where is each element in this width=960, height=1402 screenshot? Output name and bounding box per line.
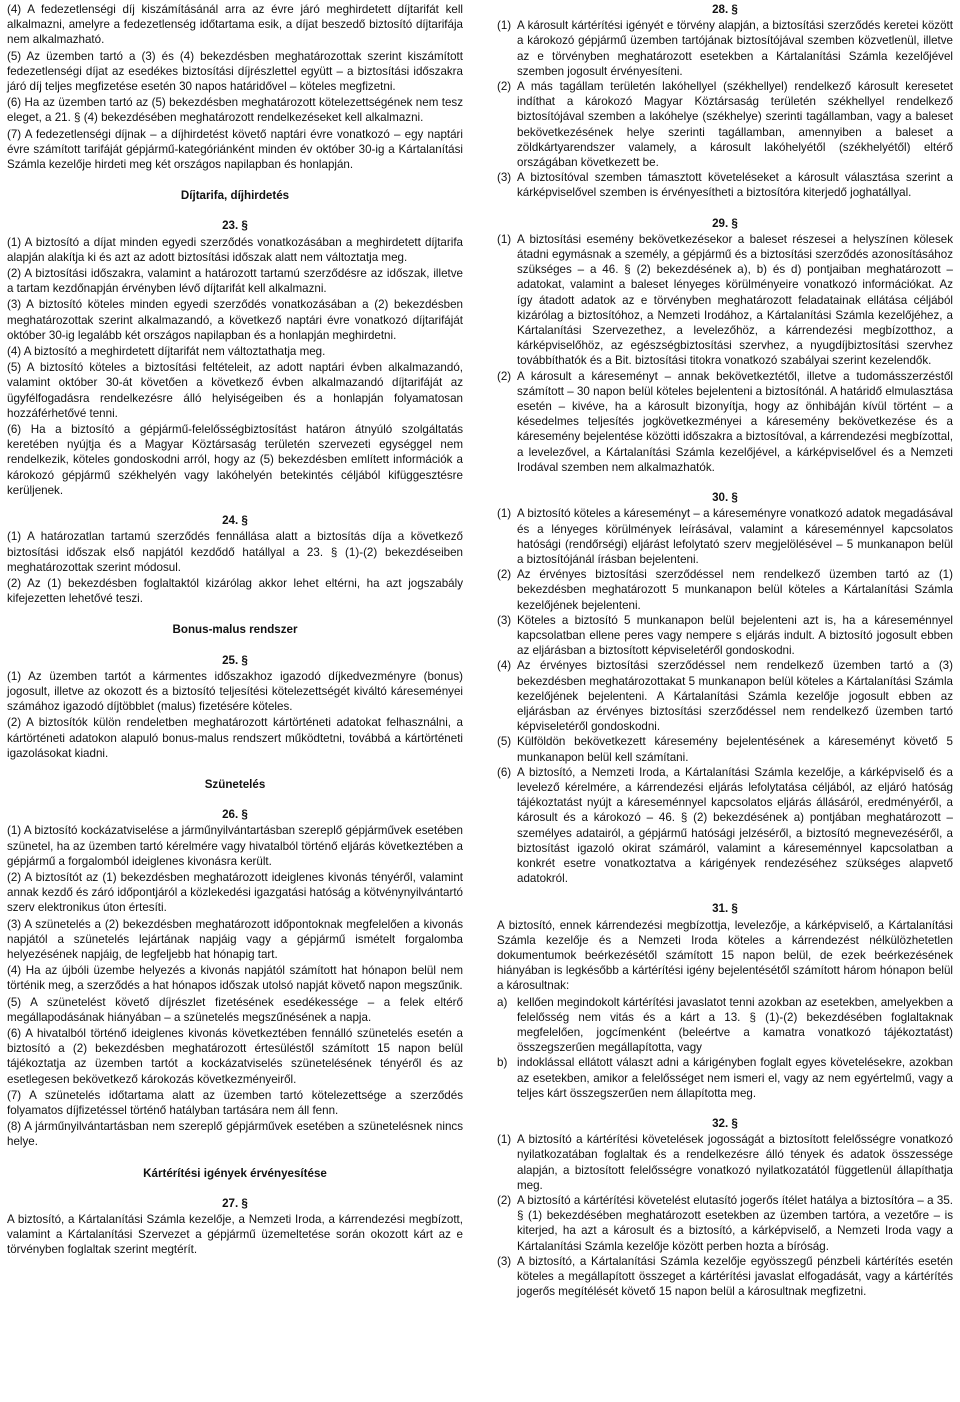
section-number: 31. § <box>712 902 738 916</box>
right-column <box>497 2 953 1402</box>
list-item-text: Az érvényes biztosítási szerződéssel nem rendelkező üzemben tartó a (3) bekezdésben meghatározottakat 5 munkanapon belül köteles a Kártalanítási Számla kezelőjének bejelenteni. A Kártalanítási Számla kezelője jogosult ebben az eljárásban az érvényes biztosítási szerződéssel nem rendelkező üzemben tartó képviseletéről gondoskodni. <box>517 659 953 734</box>
list-item-text: A más tagállam területén lakóhellyel (székhellyel) rendelkező károsult keresetet indíthat a károkozó Magyar Köztársaság területén székhellyel rendelkező biztosítójával szemben a lakóhelye (székhelye) szerinti tagállamban, vagy a baleset bekövetkezésének helye szerinti tagállamban, amennyiben a baleset a zöldkártyarendszer valamely, a károsult lakóhelyétől (székhelyétől) eltérő országában következett be. <box>517 80 953 170</box>
list-item-number: (1) <box>497 19 512 33</box>
list-item-text: A károsult kártérítési igényét e törvény alapján, a biztosítási szerződés keretei között a károkozó gépjármű üzemben tartójának biztosítójával szemben közvetlenül, illetve az e törvényben meghatározott esetekben a Kártalanítási Számla kezelőjével szemben jogosult érvényesíteni. <box>517 19 953 78</box>
paragraph: (3) A biztosító köteles minden egyedi szerződés vonatkozásában a (2) bekezdésben meghatározottak szerint alkalmazandó, a következő naptári évre vonatkozó díjtarifáját október 30-ig legalább két országos napilapban és a honlapján meghirdetni. <box>7 298 463 342</box>
paragraph: (1) A biztosító a díjat minden egyedi szerződés vonatkozásában a meghirdetett díjtarifa alapján alakítja ki és azt az adott biztosítási időszak alatt nem változtatja meg. <box>7 235 463 264</box>
section-number: 30. § <box>712 491 738 505</box>
paragraph: (8) A járműnyilvántartásban nem szereplő gépjárművek esetében a szünetelésnek nincs helye. <box>7 1120 463 1149</box>
list-item-text: A biztosító a kártérítési követelést elutasító jogerős ítélet hatálya a biztosítóra – a 35. § (1) bekezdésében meghatározott esetekben az üzemben tartóra, a vezetőre – is kiterjed, ha azt a károsult és a biztosító, a kárképviselő, a Nemzeti Iroda vagy a Kártalanítási Számla kezelője között perben hozta a bíróság. <box>517 1194 953 1253</box>
list-item-text: A károsult a káreseményt – annak bekövetkeztétől, illetve a tudomásszerzéstől számított – 30 napon belül köteles bejelenteni a biztosítónál. A határidő elmulasztása esetén – kivéve, ha a károsult bizonyítja, hogy az önhibáján kívül történt – a késedelmes teljesítés jogkövetkezményei a káresemény bekövetkezése és a káresemény bejelentése közötti időszakra a biztosítóval, a kárrendezési megbízottal, a levelezővel, a Kártalanítási Számla kezelőjével, a kárképviselővel és a Nemzeti Irodával szemben nem alkalmazhatók. <box>517 369 953 474</box>
list-item <box>497 1055 953 1101</box>
paragraph: A biztosító, a Kártalanítási Számla kezelője, a Nemzeti Iroda, a kárrendezési megbízott, valamint a Kártalanítási Szervezet a gépjármű üzemeltetése során okozott kárt az e törvényben foglaltak szerint megtérít. <box>7 1213 463 1257</box>
list-item <box>497 995 953 1056</box>
paragraph: (6) Ha az üzemben tartó az (5) bekezdésben meghatározott kötelezettségének nem tesz eleget, a 21. § (4) bekezdésében meghatározott rendelkezéseket kell alkalmazni. <box>7 96 463 125</box>
paragraph: (2) A biztosítók külön rendeletben meghatározott kártörténeti adatokat felhasználni, a kártörténeti adatokon alapuló bonus-malus rendszert működtetni, továbbá a kártörténeti igazolásokat kiadni. <box>7 716 463 760</box>
list-item-number: (2) <box>497 1194 512 1208</box>
list-item-number: (1) <box>497 232 512 246</box>
list-item <box>497 765 953 887</box>
list-item-text: kellően megindokolt kártérítési javaslatot tenni azokban az esetekben, amelyekben a felelősség nem vitás és a kárt a 13. § (1)-(2) bekezdésében foglaltaknak megfelelően, jogcímenként (beleértve a kamatra vonatkozó tájékoztatást) összegszerűen megállapította, vagy <box>517 995 953 1055</box>
section-heading: Díjtarifa, díjhirdetés <box>180 189 290 203</box>
paragraph: (3) A szünetelés a (2) bekezdésben meghatározott időpontoknak megfelelően a kivonás napjától a szünetelés lejártának napjáig vagy a gépjármű ismételt forgalomba helyezésének napjáig, de legfeljebb hat hónapig tart. <box>7 917 463 961</box>
section-number: 28. § <box>712 3 738 16</box>
section-number: 27. § <box>222 1196 248 1210</box>
paragraph: (2) A biztosítót az (1) bekezdésben meghatározott ideiglenes kivonás tényéről, valamint annak kezdő és záró időpontjáról a közlekedési igazgatási hatóság a kötvénynyilvántartó szerv elektronikus úton értesíti. <box>7 870 463 915</box>
list-item <box>497 1193 953 1254</box>
list-item <box>497 658 953 734</box>
paragraph: (6) A hivatalból történő ideiglenes kivonás következtében fennálló szünetelés esetén a biztosító a (2) bekezdésben meghatározott értesüléstől számított 15 napon belül tájékoztatja az üzemben tartót a kockázatviselés szünetelésének tényéről és az esetlegesen bekövetkező károkozás következményeiről. <box>7 1026 463 1086</box>
paragraph: (1) A biztosító kockázatviselése a járműnyilvántartásban szereplő gépjárművek esetében szünetel, ha az üzemben tartó kérelmére vagy hivatalból történő eljárás következtében a gépjármű a forgalomból ideiglenes kivonásra került. <box>7 824 463 868</box>
section-heading: Bonus-malus rendszer <box>172 623 298 637</box>
list-item-number: (3) <box>497 613 512 627</box>
list-item-text: A biztosító a kártérítési követelések jogosságát a biztosított felelősségre vonatkozó nyilatkozatában foglaltak és a rendelkezésre álló tények és adatok összessége alapján, a biztosított felelősségre vonatkozó nyilatkozatától függetlenül állapíthatja meg. <box>517 1133 953 1192</box>
paragraph: (1) A határozatlan tartamú szerződés fennállása alatt a biztosítás díja a következő biztosítási időszak első napjától kezdődő hatállyal a 23. § (1)-(2) bekezdéseiben meghatározottak szerint módosul. <box>7 530 463 574</box>
paragraph: (5) A biztosító köteles a biztosítási feltételeit, az adott naptári évben alkalmazandó, valamint október 30-át követően a következő évben alkalmazandó díjtarifáját az ügyfélfogadásra rendelkezésre álló helyiségeiben és a honlapján folyamatosan hozzáférhetővé tenni. <box>7 361 463 420</box>
paragraph: (5) A szünetelést követő díjrészlet fizetésének esedékessége – a felek eltérő megállapodásának hiányában – a szünetelés megszűnésének a napja. <box>7 995 463 1024</box>
paragraph: (4) A fedezetlenségi díj kiszámításánál arra az évre járó meghirdetett díjtarifát kell alkalmazni, amelyre a fedezetlenség időtartama esik, a díjat beszedő biztosító díjtarifája nem alkalmazható. <box>7 3 463 47</box>
paragraph: A biztosító, ennek kárrendezési megbízottja, levelezője, a kárképviselő, a Kártalanítási Számla kezelője és a Nemzeti Iroda köteles a kárrendezést nélkülözhetetlen dokumentumok beérkezésétől számított 15 napon belül, de ezek beérkezésének hiányában is legkésőbb a kártérítési igény bejelentésétől számított három hónapon belül a károsultnak: <box>497 918 953 993</box>
left-column <box>7 2 463 1402</box>
paragraph: (7) A szünetelés időtartama alatt az üzemben tartó kötelezettsége a szerződés folyamatos díjfizetéssel történő hatályban tartására nem áll fenn. <box>7 1088 463 1117</box>
section-number: 24. § <box>222 514 248 528</box>
paragraph: (1) Az üzemben tartót a kármentes időszakhoz igazodó díjkedvezményre (bonus) jogosult, illetve az okozott és a biztosító teljesítési kötelezettségét kiváltó káreseményei számához igazodó díjtöbblet (malus) fizetésére köteles. <box>7 669 463 714</box>
list-item-text: Külföldön bekövetkezett káresemény bejelentésének a káreseményt követő 5 munkanapon belül kell számítani. <box>517 735 953 764</box>
list-item-text: A biztosító, a Kártalanítási Számla kezelője egyösszegű pénzbeli kártérítés esetén köteles a megállapított összeget a kártérítési javaslat elfogadását, vagy a kártérítés jogerős megítélését követő 15 napon belül a károsultnak megfizetni. <box>517 1254 953 1299</box>
paragraph: (2) Az (1) bekezdésben foglaltaktól kizárólag akkor lehet eltérni, ha azt jogszabály kifejezetten lehetővé teszi. <box>7 576 463 606</box>
list-item <box>497 1254 953 1300</box>
list-item <box>497 79 953 170</box>
paragraph: (4) Ha az újbóli üzembe helyezés a kivonás napjától számított hat hónapon belül nem történik meg, a szerződés a hat hónapos időszak utolsó napját követő napon megszűnik. <box>7 964 463 993</box>
list-item-number: (3) <box>497 171 512 185</box>
list-item-text: indoklással ellátott választ adni a kárigényben foglalt egyes követelésekre, azokban az esetekben, amikor a felelősséget nem ismeri el, vagy az nem egyértelmű, vagy a teljes kárt összegszerűen nem állapította meg. <box>517 1056 953 1100</box>
list-item-text: A biztosító köteles a káreseményt – a káreseményre vonatkozó adatok megadásával és a lényeges körülmények leírásával, valamint a káreseménnyel kapcsolatos hatósági (rendőrségi) eljárást lefolytató szerv megjelölésével – 5 munkanapon belül a biztosítójánál írásban bejelenteni. <box>517 507 953 566</box>
list-item-number: a) <box>497 995 508 1009</box>
list-item-number: (2) <box>497 568 512 582</box>
section-heading: Szünetelés <box>204 777 266 791</box>
list-item-number: b) <box>497 1056 508 1070</box>
list-item <box>497 506 953 567</box>
list-item-number: (2) <box>497 80 512 94</box>
paragraph: (6) Ha a biztosító a gépjármű-felelősségbiztosítást határon átnyúló szolgáltatás keretében nyújtja és a Magyar Köztársaság területén szervezeti egységgel nem rendelkezik, köteles gondoskodni arról, hogy az (5) bekezdésben említett információk a károkozó gépjármű székhelyén vagy lakóhelyén betekintés céljából kifüggesztésre kerüljenek. <box>7 423 463 497</box>
list-item-number: (5) <box>497 735 512 749</box>
section-number: 23. § <box>222 219 248 233</box>
list-item-text: Köteles a biztosító 5 munkanapon belül bejelenteni azt is, ha a káreseménnyel kapcsolatban ellene peres vagy nempere s eljárás indult. A biztosító jogosult ebben az eljárásban a biztosított képviseletéről gondoskodni. <box>517 613 953 658</box>
list-item-text: Az érvényes biztosítási szerződéssel nem rendelkező üzemben tartó az (1) bekezdésben meghatározott 5 munkanapon belül köteles a Kártalanítási Számla kezelőjének bejelenteni. <box>517 568 953 612</box>
list-item <box>497 170 953 200</box>
list-item-number: (1) <box>497 1133 512 1147</box>
paragraph: (7) A fedezetlenségi díjnak – a díjhirdetést követő naptári évre vonatkozó – egy naptári évre számított tarifáját gépjármű-kategóriánként minden év október 30-ig a Kártalanítási Számla kezelője hirdeti meg két országos napilapban és honlapján. <box>7 127 463 172</box>
paragraph: (5) Az üzemben tartó a (3) és (4) bekezdésben meghatározottak szerint kiszámított fedezetlenségi díjat az esedékes biztosítási díjrészlettel együtt – a biztosítási időszakra járó díj teljes megfizetése esetén 30 napos határidővel – köteles megfizetni. <box>7 49 463 94</box>
list-item <box>497 369 953 475</box>
list-item <box>497 232 953 369</box>
list-item <box>497 18 953 79</box>
section-number: 29. § <box>712 216 738 230</box>
list-item-number: (1) <box>497 507 512 521</box>
list-item-text: A biztosítási esemény bekövetkezésekor a baleset részesei a helyszínen kölesek átadni egymásnak a személy, a gépjármű és a biztosítási szerződés azonosításához szükséges – a 46. § (2) bekezdésének a), b) és d) pontjaiban meghatározott – adatokat, valamint a baleset lényeges körülményeire vonatkozó információkat. Az így átadott adatok az e törvényben meghatározott feladatainak ellátása céljából kizárólag a biztosítóhoz, a Nemzeti Irodához, a Kártalanítási Számla kezelőjéhez, a Kártalanítási Szervezethez, a levelezőhöz, a kárrendezési megbízotthoz, a kárképviselőhöz, az egészségbiztosítási szervhez, a nyugdíjbiztosítási szervhez továbbíthatók és a Bit. biztosítási titokra vonatkozó szabályai szerint kezelendők. <box>517 232 953 368</box>
list-item-number: (3) <box>497 1254 512 1268</box>
paragraph: (4) A biztosító a meghirdetett díjtarifát nem változtathatja meg. <box>7 345 326 359</box>
section-number: 32. § <box>712 1117 738 1131</box>
list-item-number: (6) <box>497 765 512 779</box>
list-item <box>497 734 953 764</box>
list-item <box>497 1132 953 1193</box>
list-item <box>497 567 953 613</box>
list-item-number: (4) <box>497 659 512 673</box>
list-item-text: A biztosítóval szemben támasztott követeléseket a károsult választása szerint a kárképviselővel szemben is érvényesítheti a biztosítóra kiterjedő joghatállyal. <box>517 171 953 200</box>
section-heading: Kártérítési igények érvényesítése <box>143 1166 327 1180</box>
section-number: 25. § <box>222 653 248 667</box>
list-item-text: A biztosító, a Nemzeti Iroda, a Kártalanítási Számla kezelője, a kárképviselő és a levelező kérelmére, a kárrendezési eljárás lefolytatása céljából, az eljáró hatóság tájékoztatást nyújt a káreseménnyel kapcsolatos eljárás állásáról, eredményéről, a károsult és a károkozó – 46. § (2) bekezdésének a) pontjában meghatározott – személyes adatairól, a gépjármű hatósági jelzéséről, a biztosító megnevezéséről, a biztosítást igazoló okirat számáról, valamint a káreseménnyel kapcsolatban a konkrét esetre vonatkoztatva a kárigények rendezéséhez szükséges alapvető adatokról. <box>517 765 953 886</box>
paragraph: (2) A biztosítási időszakra, valamint a határozott tartamú szerződésre az időszak, illetve a tartam kezdőnapján érvényben lévő díjtarifát kell alkalmazni. <box>7 267 463 296</box>
section-number: 26. § <box>222 808 248 822</box>
list-item-number: (2) <box>497 369 512 383</box>
list-item <box>497 613 953 659</box>
